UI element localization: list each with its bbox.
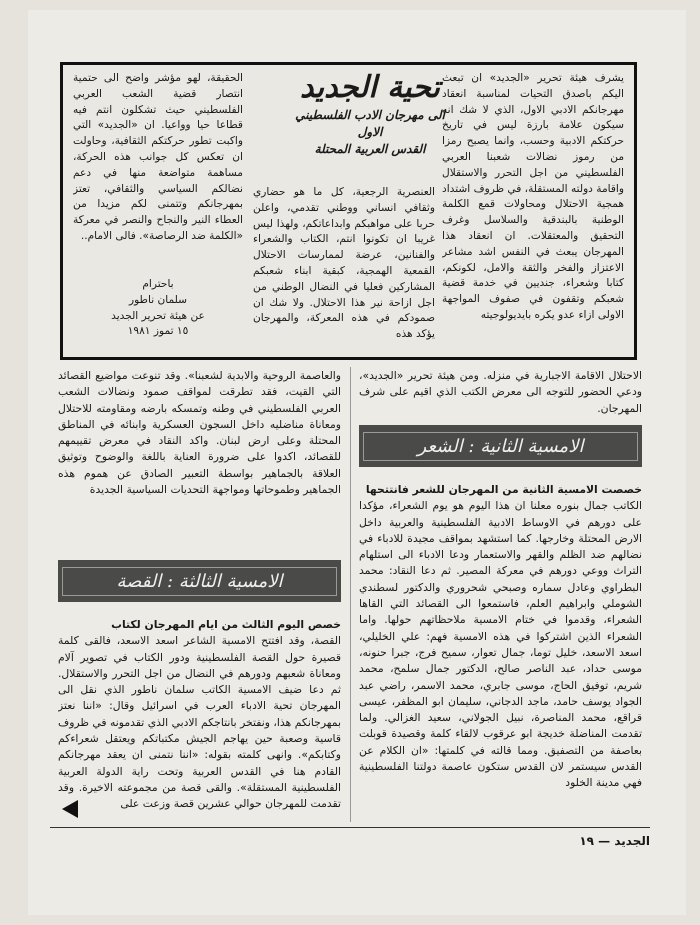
editorial-column-right — [442, 71, 624, 355]
signature-date: ١٥ تموز ١٩٨١ — [127, 325, 189, 338]
title-subline-2: القدس العربية المحتلة — [314, 142, 426, 156]
article-column-right — [359, 482, 642, 824]
footer-rule — [50, 827, 650, 828]
section-banner-story — [58, 560, 341, 602]
article-column-left-top — [58, 368, 341, 550]
editorial-column-left — [73, 71, 243, 267]
article-intro-right — [359, 368, 642, 420]
story-lead: خصص اليوم الثالث من ايام المهرجان لكتاب — [111, 618, 341, 631]
article-column-left-bottom — [58, 617, 341, 823]
page-title: تحية الجديد — [300, 70, 440, 105]
signature-greeting: باحترام — [142, 278, 174, 290]
column-divider — [350, 367, 351, 822]
continue-arrow-icon — [62, 800, 78, 818]
section-banner-story-label: الامسية الثالثة : القصة — [62, 567, 338, 596]
signature-block — [73, 277, 243, 340]
editorial-column-middle — [253, 185, 435, 355]
poetry-body: الكاتب جمال بنوره معلنا ان هذا اليوم هو يوم الشعراء، مؤكدا على دورهم في الاوساط الادبية الفلسطينية والعربية داخل الارض المحتلة وخارجها. كما استشهد بمواقف مجيدة للادباء في نضالهم ضد الظلم والقهر والاستعمار ودعا الادباء الى استلهام التراث ووعي دورهم في معركة المصير. ثم دعا النقاد: محمد البطراوي وعادل سماره وصبحي شحروري والدكتور لسطندي الشوملي وابراهيم العلم، فاستمعوا الى القصائد التي القاها الشعراء، وقدموا في ختام الامسية ملاحظاتهم حولها. واما الشعراء الذين اشتركوا في هذه الامسية فهم: علي الخليلي، اسعد الاسعد، خليل توما، جمال تعوار، سميح فرج، جبرا حنونه، موسى حداد، عبد الناصر صالح، الدكتور جمال سلمح، محمد شريم، توفيق الحاج، موسى جابري، محمد الاسمر، راضي عبد الجواد يوسف حامد، ماجد الدجاني، سليمان ابو المظفر، عيسى قراقع، محمد المناصرة، نبيل الجولاني، سعيد الغزالي. ولما تقدمت المناضلة خديجة ابو عرقوب لالقاء كلمة وقصيدة قوبلت بعاصفة من التصفيق. ومما قالته في كلمتها: «ان الكلام عن القدس سيستمر لان القدس ستكون عاصمة دولتنا الفلسطينية فهي مدينة الخلود — [359, 499, 642, 790]
editorial-box — [60, 62, 637, 360]
signature-name: سلمان ناطور — [128, 293, 188, 306]
signature-role: عن هيئة تحرير الجديد — [111, 309, 205, 322]
left-top-text: والعاصمة الروحية والابدية لشعبنا». وقد تنوعت مواضيع القصائد التي القيت، فقد تطرقت لمواقف صمود ونضالات الشعب العربي الفلسطيني في وطنه وتمسكه بارضه ومقاومته للاحتلال ومعاناة مناضليه داخل السجون العسكرية وابنائه في المناطق المحتلة وعلى ارض لبنان. واكد النقاد في معرض تقييمهم للقصائد، اكدوا على ضرورة العناية باللغة والوضوح وتوثيق العلاقة بالجماهير بواسطة التعبير الصادق عن هموم هذه الجماهير وطموحاتها ومواجهة التحديات السياسية الجديدة — [58, 369, 341, 497]
editorial-text-right: يشرف هيئة تحرير «الجديد» ان تبعث اليكم باصدق التحيات لمناسبة انعقاد مهرجانكم الادبي الاول، الذي لا شك انه سيكون علامة بارزة ليس في تاريخ حركتكم الادبية وحسب، وانما يصبح رمزا من رموز نضالات شعبنا العربي الفلسطيني من اجل التحرر والاستقلال واقامة دولته المستقلة، في ظروف اشتداد همجية الاحتلال ومحاولات قمع الكلمة الوطنية بالبندقية والسلاسل وغرف التحقيق والمعتقلات. ان انعقاد هذا المهرجان يبعث في النفس اشد مشاعر الاعتزاز والفخر والثقة والامل، لكونكم، كتابا وشعراء، جنديين في خدمة قضية شعبكم وتقفون في صفوف المواجهة الاولى ازاء عدو يكره بايديولوجيته — [442, 72, 624, 321]
section-banner-poetry-label: الامسية الثانية : الشعر — [363, 432, 639, 461]
editorial-text-middle: العنصرية الرجعية، كل ما هو حضاري وثقافي انساني ووطني تقدمي، واعلن حربا على مواهبكم وابداعاتكم، ولهذا ليس غريبا ان تكونوا انتم، الكتاب والشعراء والفنانين، عرضة لممارسات الاحتلال القمعية الهمجية، كبقية ابناء شعبكم المشاركين فعليا في النضال الوطني من اجل ازاحة نير هذا الاحتلال. ولا شك ان صمودكم في هذه المعركة، والمهرجان يؤكد هذه — [253, 186, 435, 341]
poetry-lead: خصصت الامسية الثانية من المهرجان للشعر فانتتحها — [365, 483, 642, 496]
story-body: القصة، وقد افتتح الامسية الشاعر اسعد الاسعد، فالقى كلمة قصيرة حول القصة الفلسطينية ودور الكتاب في تصوير آلام ومعاناة شعبهم ودورهم في النضال من اجل التحرر والاستقلال. ثم دعا ضيف الامسية الكاتب سلمان ناطور الذي نقل الى المهرجان تحية الادباء العرب في اسرائيل وقال: «اننا نعتز بمهرجانكم هذا، ونفتخر بانتاجكم الادبي الذي تقدمونه في ظروف قاسية وصعبة حين يهاجم الجيش مكتباتكم ويعتقل شعراءكم وكتابكم». وانهى كلمته بقوله: «اننا نتمنى ان يعقد مهرجانكم القادم هنا في القدس العربية وتحت راية الدولة العربية الفلسطينية المستقلة». والقى قصة من مجموعته الاخيرة. وقد تقدمت للمهرجان حوالي عشرين قصة وزعت على — [58, 634, 341, 811]
title-subline-1: الى مهرجان الادب الفلسطيني الاول — [295, 108, 445, 139]
article-intro-text: الاحتلال الاقامة الاجبارية في منزله. ومن هيئة تحرير «الجديد»، ودعي الحضور للتوجه الى معرض الكتب الذي اقيم على شرف المهرجان. — [359, 369, 642, 415]
editorial-text-left: الحقيقة، لهو مؤشر واضح الى حتمية انتصار قضية الشعب العربي الفلسطيني حيث تشكلون انتم فيه قطاعا حيا وواعيا. ان «الجديد» التي واكبت تطور حركتكم الثقافية، وحاولت ان تعكس كل جوانب هذه الحركة، مساهمة متواضعة منها في دعم نضالكم السياسي والثقافي، تعتز بمهرجانكم وتتمنى لكم مزيدا من العطاء النير والنجاح والنصر في معركة «الكلمة ضد الرصاصة». فالى الامام.. — [73, 72, 243, 242]
title-block — [295, 69, 445, 158]
page-footer-label: الجديد — ١٩ — [579, 834, 650, 848]
section-banner-poetry — [359, 425, 642, 467]
